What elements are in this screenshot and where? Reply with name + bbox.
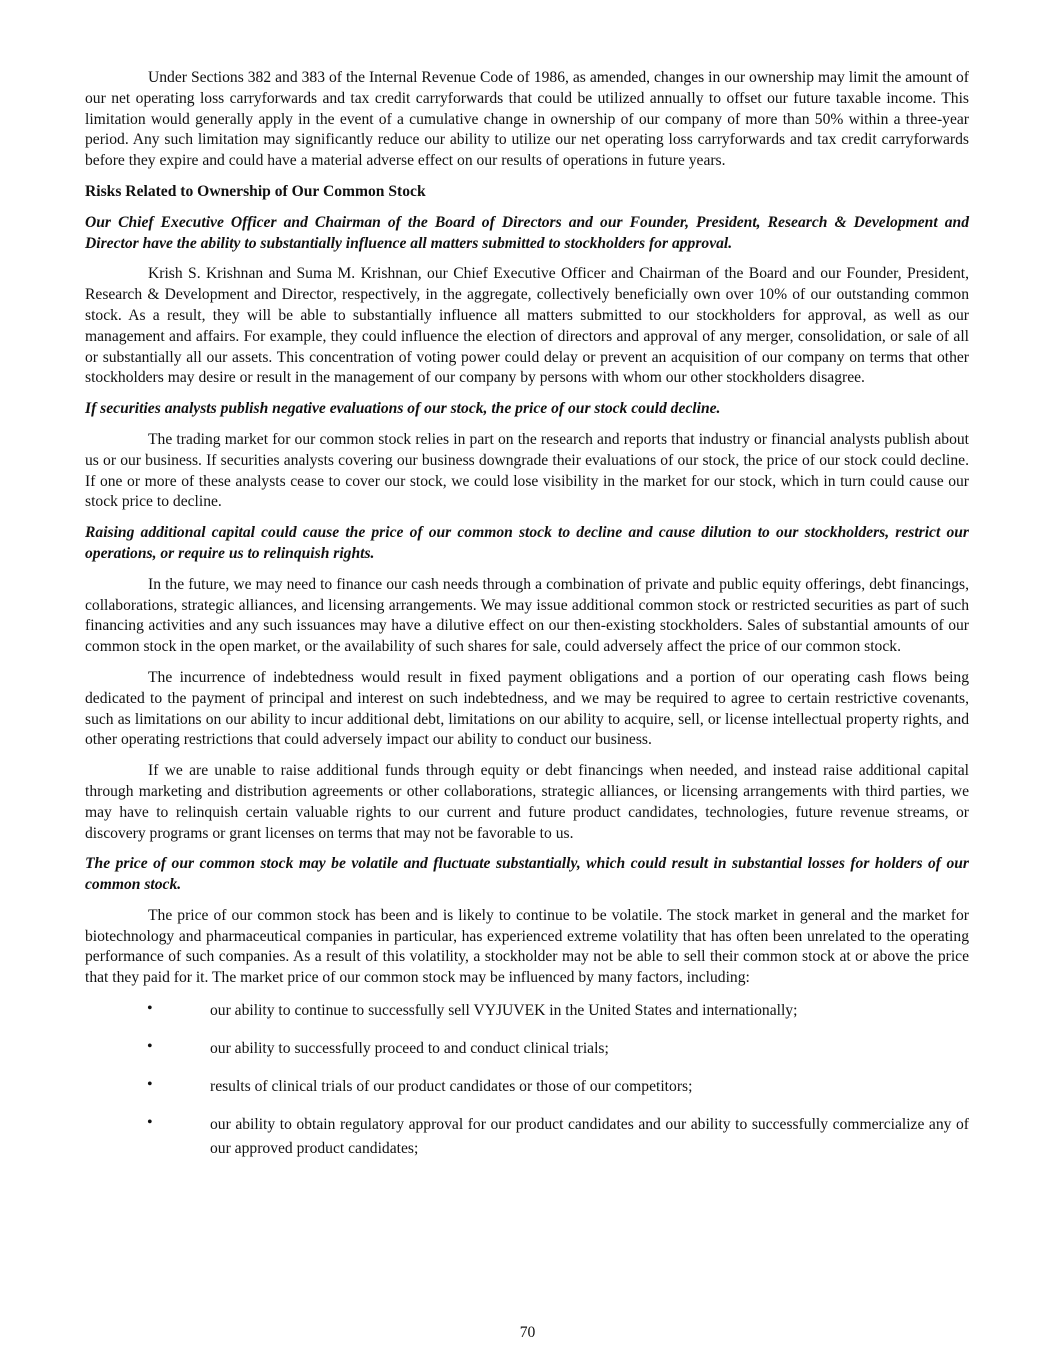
- section-heading: Risks Related to Ownership of Our Common Stock: [85, 182, 426, 200]
- list-item-text: results of clinical trials of our product candidates or those of our competitors;: [210, 1078, 693, 1096]
- list-item: [85, 1113, 969, 1161]
- list-item-text: our ability to obtain regulatory approval for our product candidates and our ability to successfully commercialize any of our approved product candidates;: [210, 1116, 969, 1158]
- paragraph-indebtedness: The incurrence of indebtedness would result in fixed payment obligations and a portion of our operating cash flows being dedicated to the payment of principal and interest on such indebtedness, and we may be required to agree to certain restrictive covenants, such as limitations on our ability to incur additional debt, limitations on our ability to acquire, sell, or license intellectual property rights, and other operating restrictions that could adversely impact our ability to conduct our business.: [85, 668, 969, 749]
- paragraph-nol-limitation: Under Sections 382 and 383 of the Internal Revenue Code of 1986, as amended, changes in our ownership may limit the amount of our net operating loss carryforwards and tax credit carryforwards that could be utilized annually to offset our future taxable income. This limitation would generally apply in the event of a cumulative change in ownership of our company of more than 50% within a three-year period. Any such limitation may significantly reduce our ability to utilize our net operating loss carryforwards and tax credit carryforwards before they expire and could have a material adverse effect on our results of operations in future years.: [85, 69, 969, 170]
- paragraph-relinquish-rights: If we are unable to raise additional funds through equity or debt financings when needed, and instead raise additional capital through marketing and distribution agreements or other collaborations, strategic alliances, or licensing arrangements with third parties, we may have to relinquish certain valuable rights to our current and future product candidates, technologies, future revenue streams, or discovery programs or grant licenses on terms that may not be favorable to us.: [85, 762, 969, 842]
- list-item-text: our ability to successfully proceed to and conduct clinical trials;: [210, 1040, 609, 1058]
- bullet-icon: •: [147, 1000, 153, 1018]
- document-page: [85, 68, 969, 1175]
- paragraph-financing: In the future, we may need to finance our cash needs through a combination of private and public equity offerings, debt financings, collaborations, strategic alliances, and licensing arrangements. We may issue additional common stock or restricted securities as part of such financing activities and any such issuances may have a dilutive effect on our then-existing stockholders. Sales of substantial amounts of our common stock in the open market, or the availability of such shares for sale, could adversely affect the price of our common stock.: [85, 575, 969, 656]
- risk-heading-influence: Our Chief Executive Officer and Chairman of the Board of Directors and our Founder, President, Research & Development and Director have the ability to substantially influence all matters submitted to stockholders for approval.: [85, 213, 969, 252]
- list-item: [85, 1075, 969, 1099]
- page-number: 70: [519, 1324, 536, 1341]
- bullet-icon: •: [147, 1076, 153, 1094]
- list-item: [85, 999, 969, 1023]
- paragraph-volatility: The price of our common stock has been and is likely to continue to be volatile. The stock market in general and the market for biotechnology and pharmaceutical companies in particular, has experienced extreme volatility that has often been unrelated to the operating performance of such companies. As a result of this volatility, a stockholder may not be able to sell their common stock at or above the price that they paid for it. The market price of our common stock may be influenced by many factors, including:: [85, 906, 969, 987]
- risk-heading-volatility: The price of our common stock may be volatile and fluctuate substantially, which could result in substantial losses for holders of our common stock.: [85, 855, 969, 894]
- paragraph-ownership: Krish S. Krishnan and Suma M. Krishnan, our Chief Executive Officer and Chairman of the Board and our Founder, President, Research & Development and Director, respectively, in the aggregate, collectively beneficially own over 10% of our outstanding common stock. As a result, they will be able to substantially influence all matters submitted to our stockholders for approval, as well as our management and affairs. For example, they could influence the election of directors and approval of any merger, consolidation, or sale of all or substantially all our assets. This concentration of voting power could delay or prevent an acquisition of our company on terms that other stockholders may desire or result in the management of our company by persons with whom our other stockholders disagree.: [85, 265, 969, 387]
- risk-heading-analysts: If securities analysts publish negative evaluations of our stock, the price of our stock could decline.: [85, 400, 721, 418]
- bullet-icon: •: [147, 1114, 153, 1132]
- list-item-text: our ability to continue to successfully sell VYJUVEK in the United States and internationally;: [210, 1002, 798, 1020]
- paragraph-analysts: The trading market for our common stock relies in part on the research and reports that industry or financial analysts publish about us or our business. If securities analysts covering our business downgrade their evaluations of our stock, the price of our stock could decline. If one or more of these analysts cease to cover our stock, we could lose visibility in the market for our stock, which in turn could cause our stock price to decline.: [85, 430, 969, 511]
- list-item: [85, 1037, 969, 1061]
- factor-list: [85, 999, 969, 1161]
- risk-heading-capital: Raising additional capital could cause the price of our common stock to decline and cause dilution to our stockholders, restrict our operations, or require us to relinquish rights.: [85, 524, 969, 562]
- bullet-icon: •: [147, 1038, 153, 1056]
